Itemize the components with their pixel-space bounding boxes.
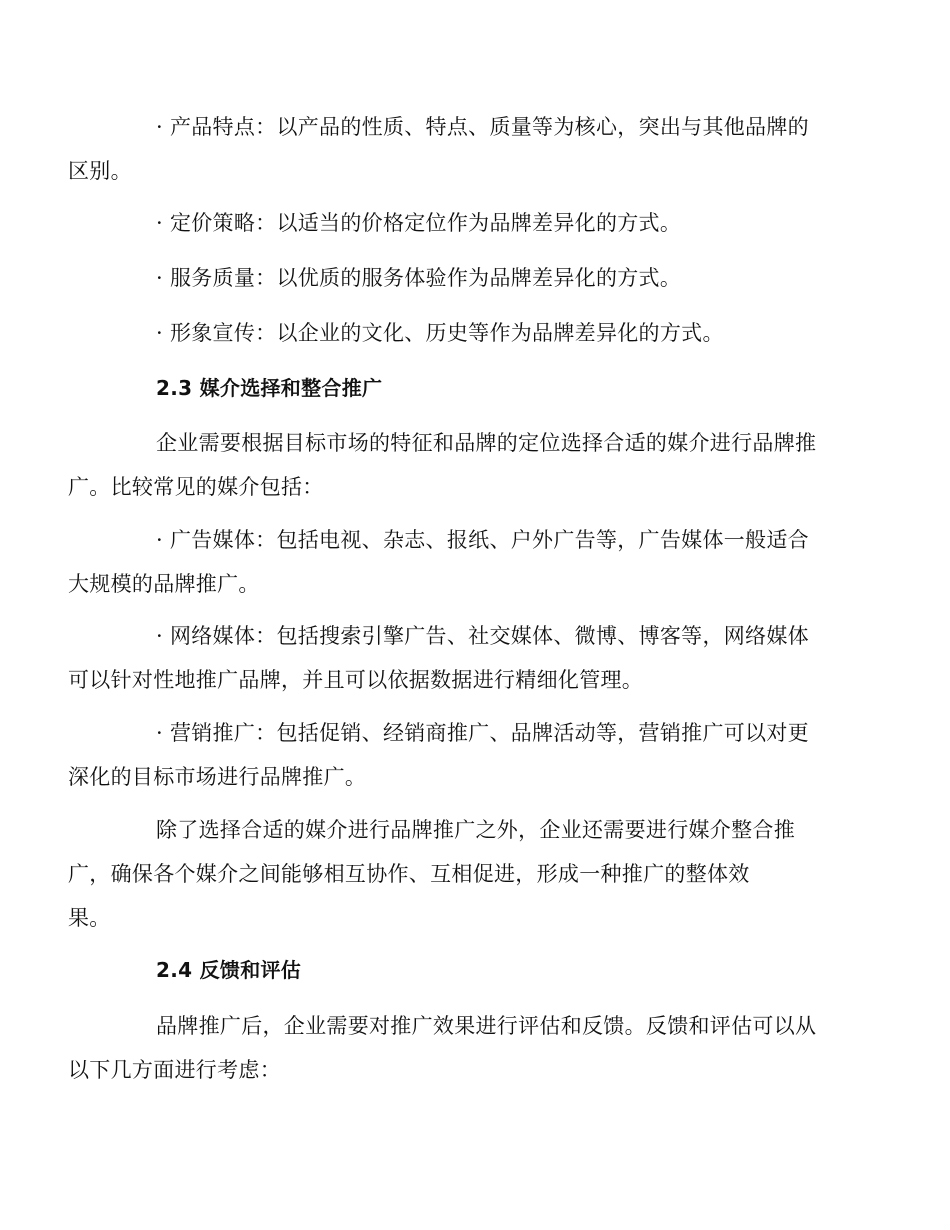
section-heading-2-3: 2.3 媒介选择和整合推广 [156,376,383,400]
bullet-pricing-strategy [112,201,838,245]
text-line: · 形象宣传：以企业的文化、历史等作为品牌差异化的方式。 [156,321,724,345]
text-line: 深化的目标市场进行品牌推广。 [68,765,367,789]
paragraph-media-selection [68,421,838,509]
text-line: 广，确保各个媒介之间能够相互协作、互相促进，形成一种推广的整体效 [68,862,750,886]
text-line: · 定价策略：以适当的价格定位作为品牌差异化的方式。 [156,211,682,235]
text-line: 可以针对性地推广品牌，并且可以依据数据进行精细化管理。 [68,668,644,692]
paragraph-feedback-evaluation [68,1004,838,1092]
text-line: · 产品特点：以产品的性质、特点、质量等为核心，突出与其他品牌的 [156,115,809,139]
text-line: · 营销推广：包括促销、经销商推广、品牌活动等，营销推广可以对更 [156,721,809,745]
text-line: 以下几方面进行考虑： [68,1058,281,1082]
text-line: 除了选择合适的媒介进行品牌推广之外，企业还需要进行媒介整合推 [156,818,795,842]
paragraph-media-integration [68,808,838,940]
text-line: · 网络媒体：包括搜索引擎广告、社交媒体、微博、博客等，网络媒体 [156,624,809,648]
bullet-service-quality [112,256,838,300]
text-line: · 服务质量：以优质的服务体验作为品牌差异化的方式。 [156,266,682,290]
text-line: 企业需要根据目标市场的特征和品牌的定位选择合适的媒介进行品牌推 [156,431,817,455]
text-line: 广。比较常见的媒介包括： [68,475,324,499]
text-line: 果。 [68,906,111,930]
bullet-advertising-media [68,518,838,606]
text-line: 品牌推广后，企业需要对推广效果进行评估和反馈。反馈和评估可以从 [156,1014,817,1038]
text-line: 大规模的品牌推广。 [68,572,260,596]
bullet-marketing-promotion [68,711,838,799]
text-line: · 广告媒体：包括电视、杂志、报纸、户外广告等，广告媒体一般适合 [156,528,809,552]
bullet-network-media [68,614,838,702]
section-heading-2-4: 2.4 反馈和评估 [156,958,302,982]
bullet-product-features [68,105,838,193]
text-line: 区别。 [68,159,132,183]
bullet-image-promotion [112,311,838,355]
